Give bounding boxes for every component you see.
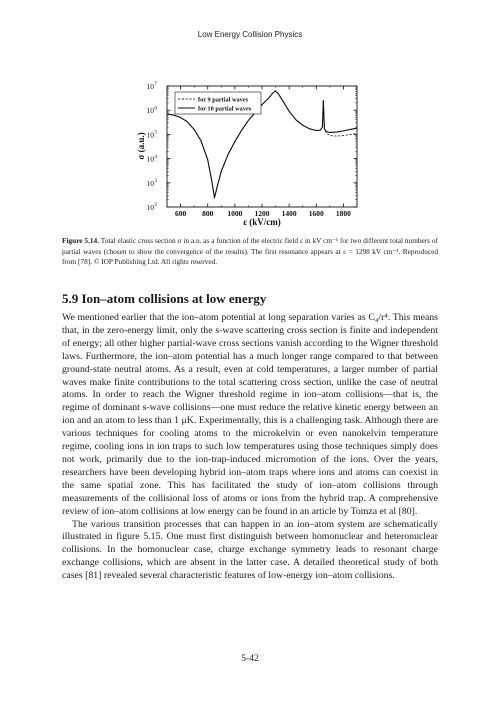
figure-label: Figure 5.14.	[62, 236, 100, 245]
body-text	[62, 312, 438, 583]
figure-caption	[62, 236, 438, 268]
y-tick-exponent: 2	[154, 202, 157, 209]
y-tick-exponent: 3	[154, 178, 157, 184]
legend-label-10: for 10 partial waves	[198, 105, 252, 113]
y-tick-exponent: 5	[154, 129, 157, 136]
x-tick-label: 1600	[308, 209, 324, 218]
x-tick-label: 800	[202, 209, 214, 218]
x-tick-label: 1400	[281, 209, 297, 218]
x-tick-label: 1000	[227, 209, 243, 218]
x-axis-label: ε (kV/cm)	[243, 217, 281, 227]
legend-label-9: for 9 partial waves	[198, 96, 249, 104]
x-tick-label: 600	[174, 209, 187, 218]
running-header: Low Energy Collision Physics	[197, 30, 303, 39]
y-tick-label: 10	[146, 178, 154, 188]
y-tick-exponent: 7	[154, 81, 157, 88]
paragraph-2: The various transition processes that can happen in an ion–atom system are schematically illustrated in figure 5.15. One must first distinguish between homonuclear and heteronuclear collisions. In the homonuclear case, charge exchange symmetry leads to resonant charge exchange collisions, which are absent in the latter case. A detailed theoretical study of both cases [81] revealed several characteristic features of low-energy ion–atom collisions.	[62, 518, 438, 582]
y-tick-label: 10	[146, 203, 154, 212]
y-tick-label: 10	[146, 82, 154, 91]
figure-caption-text: Total elastic cross section σ in a.u. as a function of the electric field ε in kV cm⁻¹ for two different total numbers of partial waves (chosen to show the convergence of the results). The first resonance appears at ε = 1298 kV cm⁻¹. Reproduced from [78]. © IOP Publishing Ltd. All rights reserved.	[62, 236, 438, 267]
page-number: 5-42	[241, 654, 259, 664]
paragraph-1: We mentioned earlier that the ion–atom potential at long separation varies as C₄/r⁴. This means that, in the zero-energy limit, only the s-wave scattering cross section is finite and independent of energy; all other higher partial-wave cross sections vanish according to the Wigner threshold laws. Furthermore, the ion–atom potential has a much longer range compared to that between ground-state neutral atoms. As a result, even at cold temperatures, a larger number of partial waves make finite contributions to the total scattering cross section, unlike the case of neutral atoms. In order to reach the Wigner threshold regime in ion–atom collisions—that is, the regime of dominant s-wave collisions—one must reduce the relative kinetic energy between an ion and an atom to less than 1 μK. Experimentally, this is a challenging task. Although there are various techniques for cooling atoms to the microkelvin or even nanokelvin temperature regime, cooling ions in ion traps to such low temperatures using those techniques simply does not work, primarily due to the ion-trap-induced micromotion of the ions. Over the years, researchers have been developing hybrid ion–atom traps where ions and atoms can coexist in the same spatial zone. This has facilitated the study of ion–atom collisions through measurements of the collisional loss of atoms or ions from the hybrid trap. A comprehensive review of ion–atom collisions at low energy can be found in an article by Tomza et al [80].	[62, 312, 438, 517]
y-tick-exponent: 6	[154, 105, 157, 112]
section-title: 5.9 Ion–atom collisions at low energy	[62, 291, 267, 306]
y-tick-label: 10	[146, 154, 154, 164]
y-tick-label: 10	[146, 106, 154, 116]
legend	[175, 92, 261, 114]
cross-section-figure	[135, 78, 365, 228]
cross-section-chart	[135, 78, 365, 228]
y-axis-label: σ (a.u.)	[136, 132, 146, 160]
x-tick-label: 1800	[335, 209, 351, 218]
y-tick-exponent: 4	[154, 153, 157, 160]
y-tick-label: 10	[146, 130, 154, 140]
x-tick-label: 1200	[254, 209, 270, 218]
